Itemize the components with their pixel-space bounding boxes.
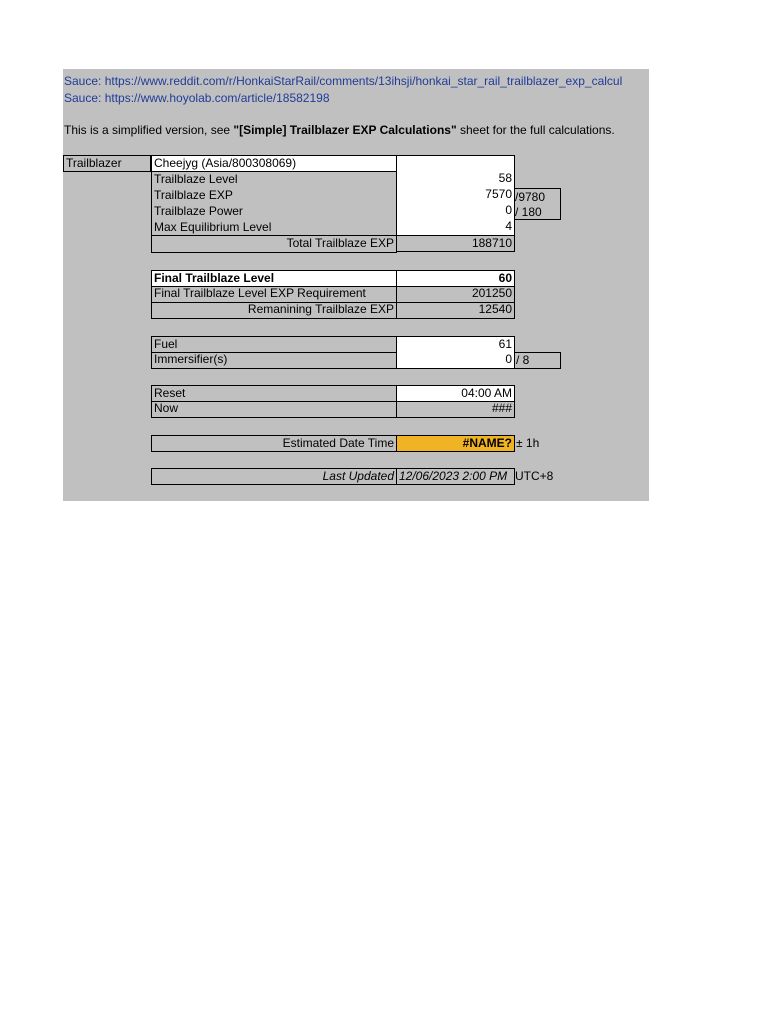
- final-requirement-value: 201250: [396, 286, 515, 303]
- trailblaze-exp-label: Trailblaze EXP: [154, 188, 233, 202]
- reset-value[interactable]: 04:00 AM: [396, 385, 515, 402]
- max-equilibrium-value[interactable]: 4: [396, 219, 515, 236]
- reset-label: Reset: [151, 385, 397, 402]
- simplified-note: [64, 122, 615, 138]
- trailblazer-name-cell[interactable]: Cheejyg (Asia/800308069): [151, 155, 397, 172]
- now-value: ###: [396, 401, 515, 418]
- max-equilibrium-label: Max Equilibrium Level: [154, 220, 272, 234]
- trailblaze-power-value[interactable]: 0: [396, 203, 515, 220]
- trailblaze-level-value[interactable]: 58: [396, 171, 515, 188]
- final-level-label: Final Trailblaze Level: [151, 270, 397, 287]
- immersifier-max: / 8: [514, 352, 561, 369]
- remaining-exp-label: Remanining Trailblaze EXP: [151, 302, 397, 319]
- estimated-datetime-value: #NAME?: [396, 435, 515, 452]
- trailblazer-stats-labels: [151, 171, 397, 253]
- trailblaze-power-max: / 180: [515, 205, 542, 219]
- final-requirement-label: Final Trailblaze Level EXP Requirement: [151, 286, 397, 303]
- trailblazer-label: Trailblazer: [63, 155, 151, 172]
- fuel-label: Fuel: [151, 336, 397, 353]
- last-updated-timezone: UTC+8: [515, 469, 554, 483]
- immersifier-label: Immersifier(s): [151, 352, 397, 369]
- now-label: Now: [151, 401, 397, 418]
- total-exp-label: Total Trailblaze EXP: [286, 236, 394, 250]
- remaining-exp-value: 12540: [396, 302, 515, 319]
- note-suffix: sheet for the full calculations.: [456, 123, 615, 137]
- trailblaze-level-label: Trailblaze Level: [154, 172, 238, 186]
- trailblaze-exp-value[interactable]: 7570: [396, 187, 515, 204]
- source-link-reddit[interactable]: Sauce: https://www.reddit.com/r/HonkaiStarRail/comments/13ihsji/honkai_star_rail_trailblazer_exp_calcul: [64, 74, 623, 88]
- immersifier-value[interactable]: 0: [396, 352, 515, 369]
- source-link-hoyolab[interactable]: Sauce: https://www.hoyolab.com/article/18582198: [64, 91, 330, 105]
- estimated-datetime-label: Estimated Date Time: [151, 435, 397, 452]
- max-values-box: [514, 188, 561, 220]
- trailblaze-power-label: Trailblaze Power: [154, 204, 243, 218]
- total-exp-value: 188710: [396, 235, 515, 252]
- last-updated-label: Last Updated: [151, 468, 397, 485]
- trailblazer-name-extra-cell[interactable]: [396, 155, 515, 172]
- fuel-value[interactable]: 61: [396, 336, 515, 353]
- last-updated-value[interactable]: 12/06/2023 2:00 PM: [396, 468, 515, 485]
- total-exp-divider: [151, 235, 397, 236]
- note-sheet-reference: "[Simple] Trailblazer EXP Calculations": [233, 123, 457, 137]
- trailblaze-exp-max: /9780: [515, 190, 546, 204]
- final-level-value[interactable]: 60: [396, 270, 515, 287]
- note-prefix: This is a simplified version, see: [64, 123, 234, 137]
- spreadsheet-area: [63, 69, 649, 501]
- estimate-tolerance: ± 1h: [516, 436, 540, 450]
